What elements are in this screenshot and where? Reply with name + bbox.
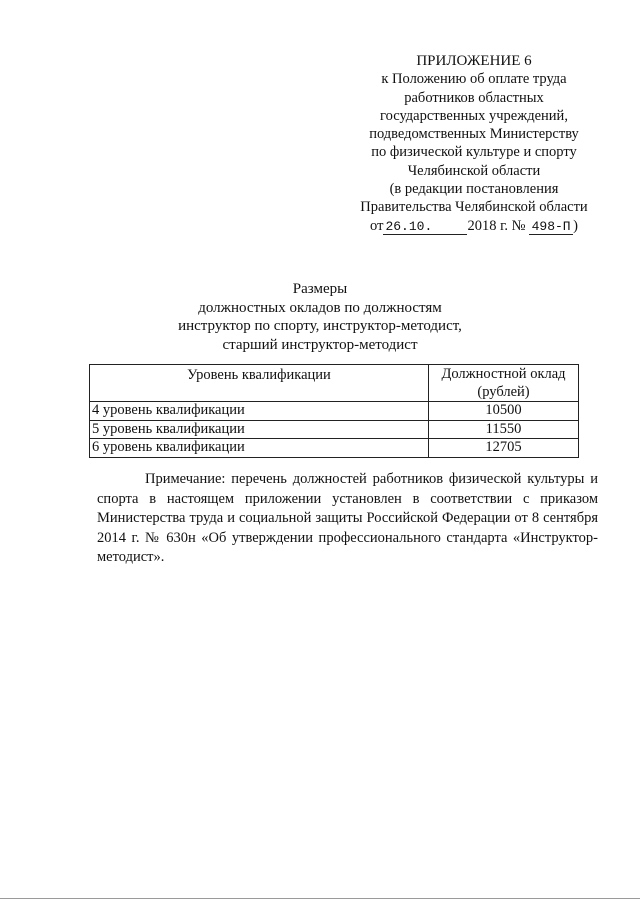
resolution-number: 498-П [529, 220, 573, 235]
appendix-line: Челябинской области [407, 162, 541, 179]
date-prefix: от [370, 217, 384, 234]
column-header-salary-line1: Должностной оклад [441, 366, 566, 382]
table-row [90, 439, 579, 458]
salary-value: 11550 [429, 420, 579, 439]
resolution-date-line [350, 217, 598, 235]
resolution-date: 26.10. [383, 220, 467, 235]
appendix-line: (в редакции постановления [389, 181, 559, 198]
appendix-line: к Положению об оплате труда [381, 71, 567, 88]
salary-table [89, 364, 579, 458]
salary-value: 10500 [429, 402, 579, 421]
table-header-row [90, 365, 579, 402]
column-header-salary-line2: (рублей) [477, 383, 530, 400]
appendix-line: подведомственных Министерству [369, 126, 579, 143]
heading-line: инструктор по спорту, инструктор-методист, [178, 318, 462, 334]
document-heading [150, 280, 490, 354]
appendix-line: Правительства Челябинской области [360, 199, 588, 216]
qualification-level: 5 уровень квалификации [90, 420, 429, 439]
heading-line: должностных окладов по должностям [198, 299, 442, 316]
year-text: 2018 г. № [467, 217, 526, 234]
appendix-line: работников областных [404, 89, 544, 106]
appendix-line: по физической культуре и спорту [371, 144, 577, 161]
heading-line: старший инструктор-методист [222, 336, 418, 353]
table-row [90, 420, 579, 439]
appendix-header [350, 52, 598, 235]
qualification-level: 4 уровень квалификации [90, 402, 429, 421]
appendix-line: государственных учреждений, [380, 107, 568, 124]
heading-line: Размеры [292, 281, 348, 297]
column-header-level: Уровень квалификации [90, 365, 429, 402]
table-row [90, 402, 579, 421]
note-text: Примечание: перечень должностей работников физической культуры и спорта в настоящем приложении установлен в соответствии с приказом Министерства труда и социальной защиты Российской Федерации от 8 сентября 2014 г. № 630н «Об утверждении профессионального стандарта «Инструктор-методист». [97, 471, 598, 565]
page-edge-divider [0, 898, 640, 899]
column-header-salary [429, 365, 579, 402]
salary-value: 12705 [429, 439, 579, 458]
appendix-title: ПРИЛОЖЕНИЕ 6 [416, 53, 532, 69]
note-paragraph [97, 470, 598, 568]
qualification-level: 6 уровень квалификации [90, 439, 429, 458]
closing-paren: ) [573, 217, 578, 234]
